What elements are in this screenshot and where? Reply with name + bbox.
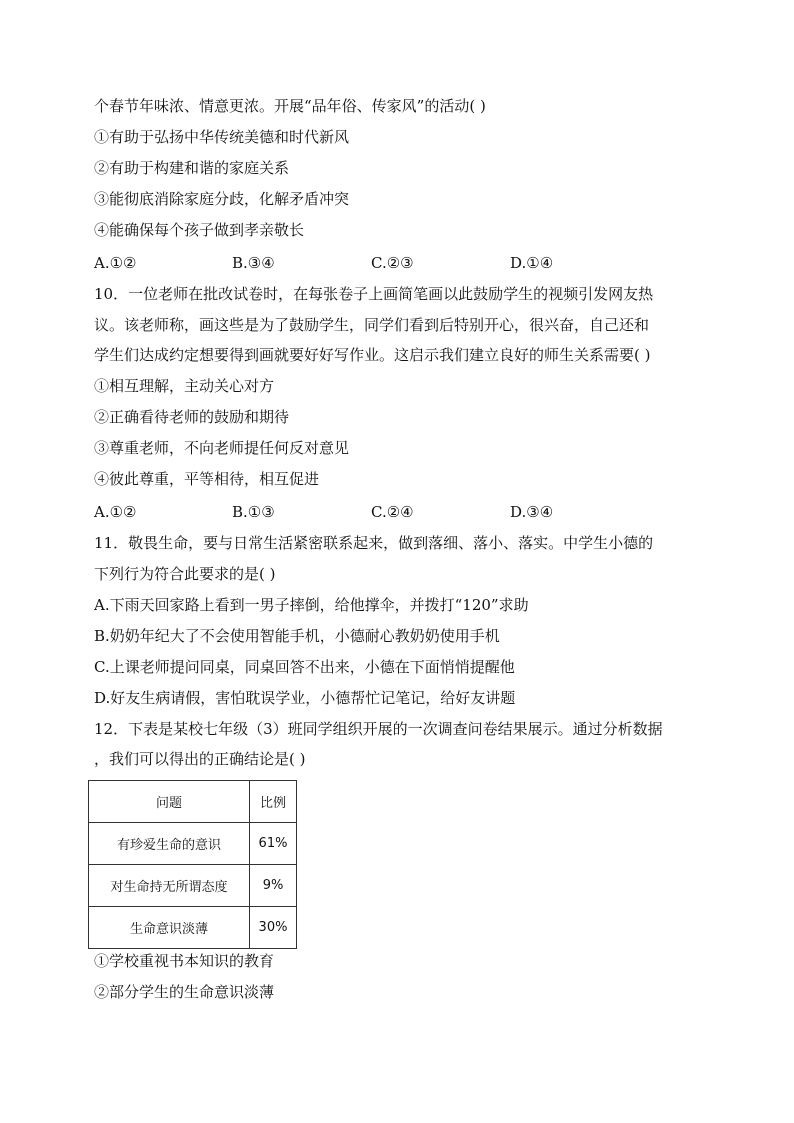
q11-stem-line-1: 11．敬畏生命，要与日常生活紧密联系起来，做到落细、落小、落实。中学生小德的 xyxy=(94,534,654,552)
q12-stem-line-2: ，我们可以得出的正确结论是( ) xyxy=(94,750,306,768)
q10-stem-line-2: 议。该老师称，画这些是为了鼓励学生，同学们看到后特别开心，很兴奋，自己还和 xyxy=(94,316,650,334)
table-cell-question: 生命意识淡薄 xyxy=(89,907,250,949)
survey-table xyxy=(88,780,297,949)
q10-option-d: D.③④ xyxy=(510,503,554,521)
q9-stem-tail: 个春节年味浓、情意更浓。开展“品年俗、传家风”的活动( ) xyxy=(94,97,486,115)
q11-option-a: A.下雨天回家路上看到一男子摔倒，给他撑伞，并拨打“120”求助 xyxy=(94,596,529,614)
q11-option-c: C.上课老师提问同桌，同桌回答不出来，小德在下面悄悄提醒他 xyxy=(94,658,515,676)
q12-stem-line-1: 12．下表是某校七年级（3）班同学组织开展的一次调查问卷结果展示。通过分析数据 xyxy=(94,720,663,738)
table-header-question: 问题 xyxy=(89,781,250,823)
table-cell-ratio: 61% xyxy=(250,823,297,865)
q10-option-a: A.①② xyxy=(94,503,137,521)
table-header-row xyxy=(89,781,297,823)
q9-option-b: B.③④ xyxy=(232,254,275,272)
q10-options xyxy=(94,502,654,522)
table-cell-ratio: 9% xyxy=(250,865,297,907)
q9-option-c: C.②③ xyxy=(371,254,414,272)
q9-statement-3: ③能彻底消除家庭分歧，化解矛盾冲突 xyxy=(94,190,350,208)
q10-stem-line-1: 10．一位老师在批改试卷时，在每张卷子上画简笔画以此鼓励学生的视频引发网友热 xyxy=(94,285,654,303)
q10-statement-2: ②正确看待老师的鼓励和期待 xyxy=(94,408,290,426)
q9-options xyxy=(94,253,654,273)
q12-statement-2: ②部分学生的生命意识淡薄 xyxy=(94,983,275,1001)
q12-statement-1: ①学校重视书本知识的教育 xyxy=(94,952,275,970)
table-cell-question: 有珍爱生命的意识 xyxy=(89,823,250,865)
table-header-ratio: 比例 xyxy=(250,781,297,823)
q11-option-b: B.奶奶年纪大了不会使用智能手机，小德耐心教奶奶使用手机 xyxy=(94,627,500,645)
table-row xyxy=(89,823,297,865)
table-cell-question: 对生命持无所谓态度 xyxy=(89,865,250,907)
q9-option-a: A.①② xyxy=(94,254,137,272)
q11-stem-line-2: 下列行为符合此要求的是( ) xyxy=(94,565,276,583)
q10-option-c: C.②④ xyxy=(371,503,414,521)
table-row xyxy=(89,907,297,949)
q11-option-d: D.好友生病请假，害怕耽误学业，小德帮忙记笔记，给好友讲题 xyxy=(94,689,516,707)
table-cell-ratio: 30% xyxy=(250,907,297,949)
q10-statement-1: ①相互理解，主动关心对方 xyxy=(94,377,275,395)
q10-stem-line-3: 学生们达成约定想要得到画就要好好写作业。这启示我们建立良好的师生关系需要( ) xyxy=(94,346,651,364)
q9-statement-2: ②有助于构建和谐的家庭关系 xyxy=(94,159,290,177)
q9-statement-4: ④能确保每个孩子做到孝亲敬长 xyxy=(94,221,305,239)
q10-statement-3: ③尊重老师，不向老师提任何反对意见 xyxy=(94,439,350,457)
q9-option-d: D.①④ xyxy=(510,254,554,272)
table-row xyxy=(89,865,297,907)
q10-statement-4: ④彼此尊重，平等相待，相互促进 xyxy=(94,470,320,488)
q10-option-b: B.①③ xyxy=(232,503,275,521)
q9-statement-1: ①有助于弘扬中华传统美德和时代新风 xyxy=(94,128,350,146)
